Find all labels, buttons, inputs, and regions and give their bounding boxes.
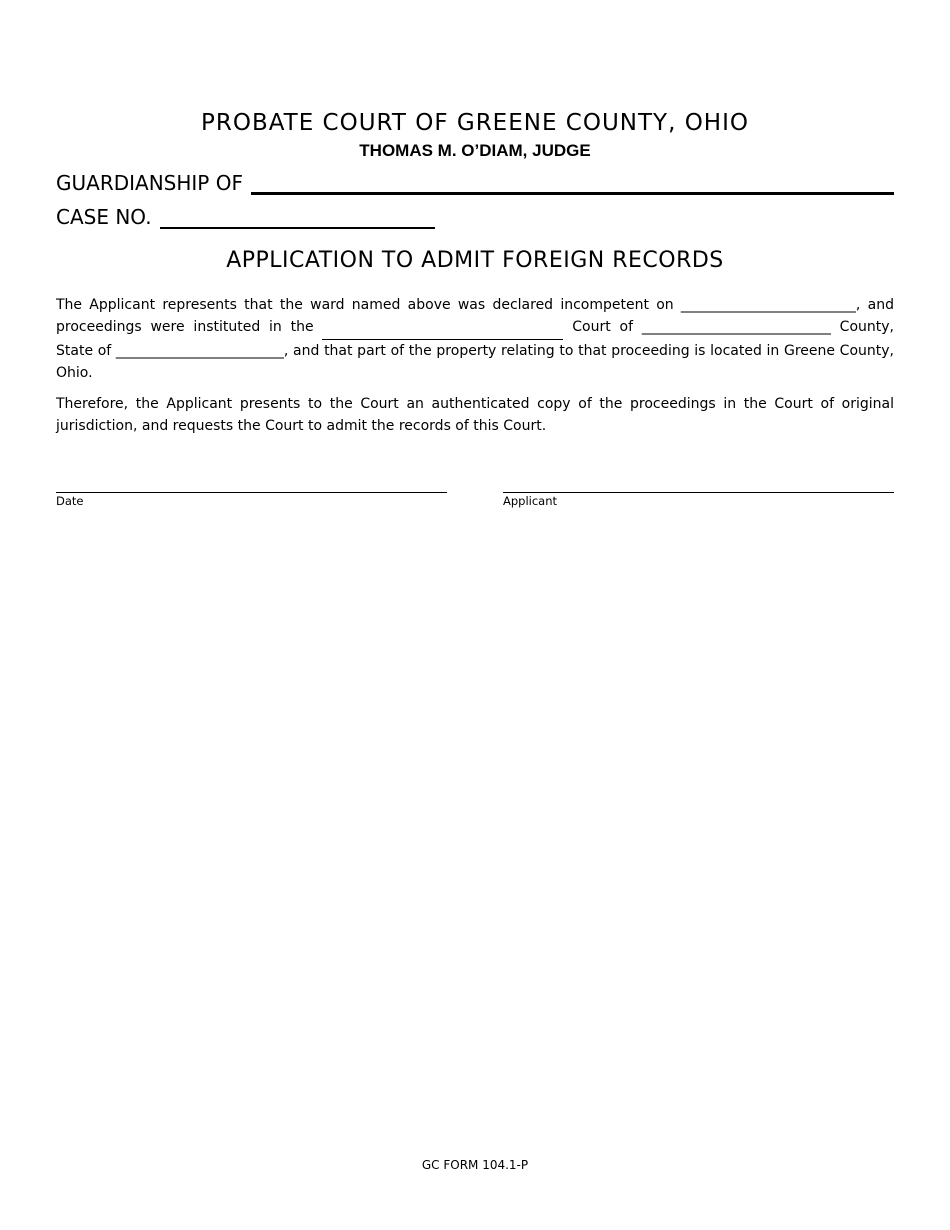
guardianship-field	[56, 171, 894, 195]
applicant-signature-line[interactable]	[503, 492, 894, 508]
date-label: Date	[56, 494, 84, 508]
paragraph1-part2: Court of ___________________________ County, State of ________________________, and that part of the property relating to that proceeding is located in Greene County, Ohio.	[56, 319, 894, 381]
form-number: GC FORM 104.1-P	[421, 1158, 529, 1172]
judge-name: THOMAS M. O’DIAM, JUDGE	[359, 141, 591, 160]
paragraph1-part1: The Applicant represents that the ward named above was declared incompetent on _________________________, and proceedings were instituted in the	[56, 297, 894, 336]
guardianship-label: GUARDIANSHIP OF	[56, 171, 243, 195]
form-title: APPLICATION TO ADMIT FOREIGN RECORDS	[226, 248, 724, 273]
date-signature-line[interactable]	[56, 492, 447, 508]
applicant-label: Applicant	[503, 494, 558, 508]
case-no-input-line[interactable]	[160, 209, 435, 229]
court-name-blank[interactable]	[322, 316, 563, 339]
court-name: PROBATE COURT OF GREENE COUNTY, OHIO	[200, 110, 749, 136]
request-paragraph: Therefore, the Applicant presents to the Court an authenticated copy of the proceedings in the Court of original jurisdiction, and requests the Court to admit the records of this Court.	[56, 396, 894, 435]
case-no-field	[56, 205, 435, 229]
applicant-representation-paragraph	[56, 294, 894, 384]
case-no-label: CASE NO.	[56, 205, 152, 229]
guardianship-input-line[interactable]	[251, 174, 894, 195]
